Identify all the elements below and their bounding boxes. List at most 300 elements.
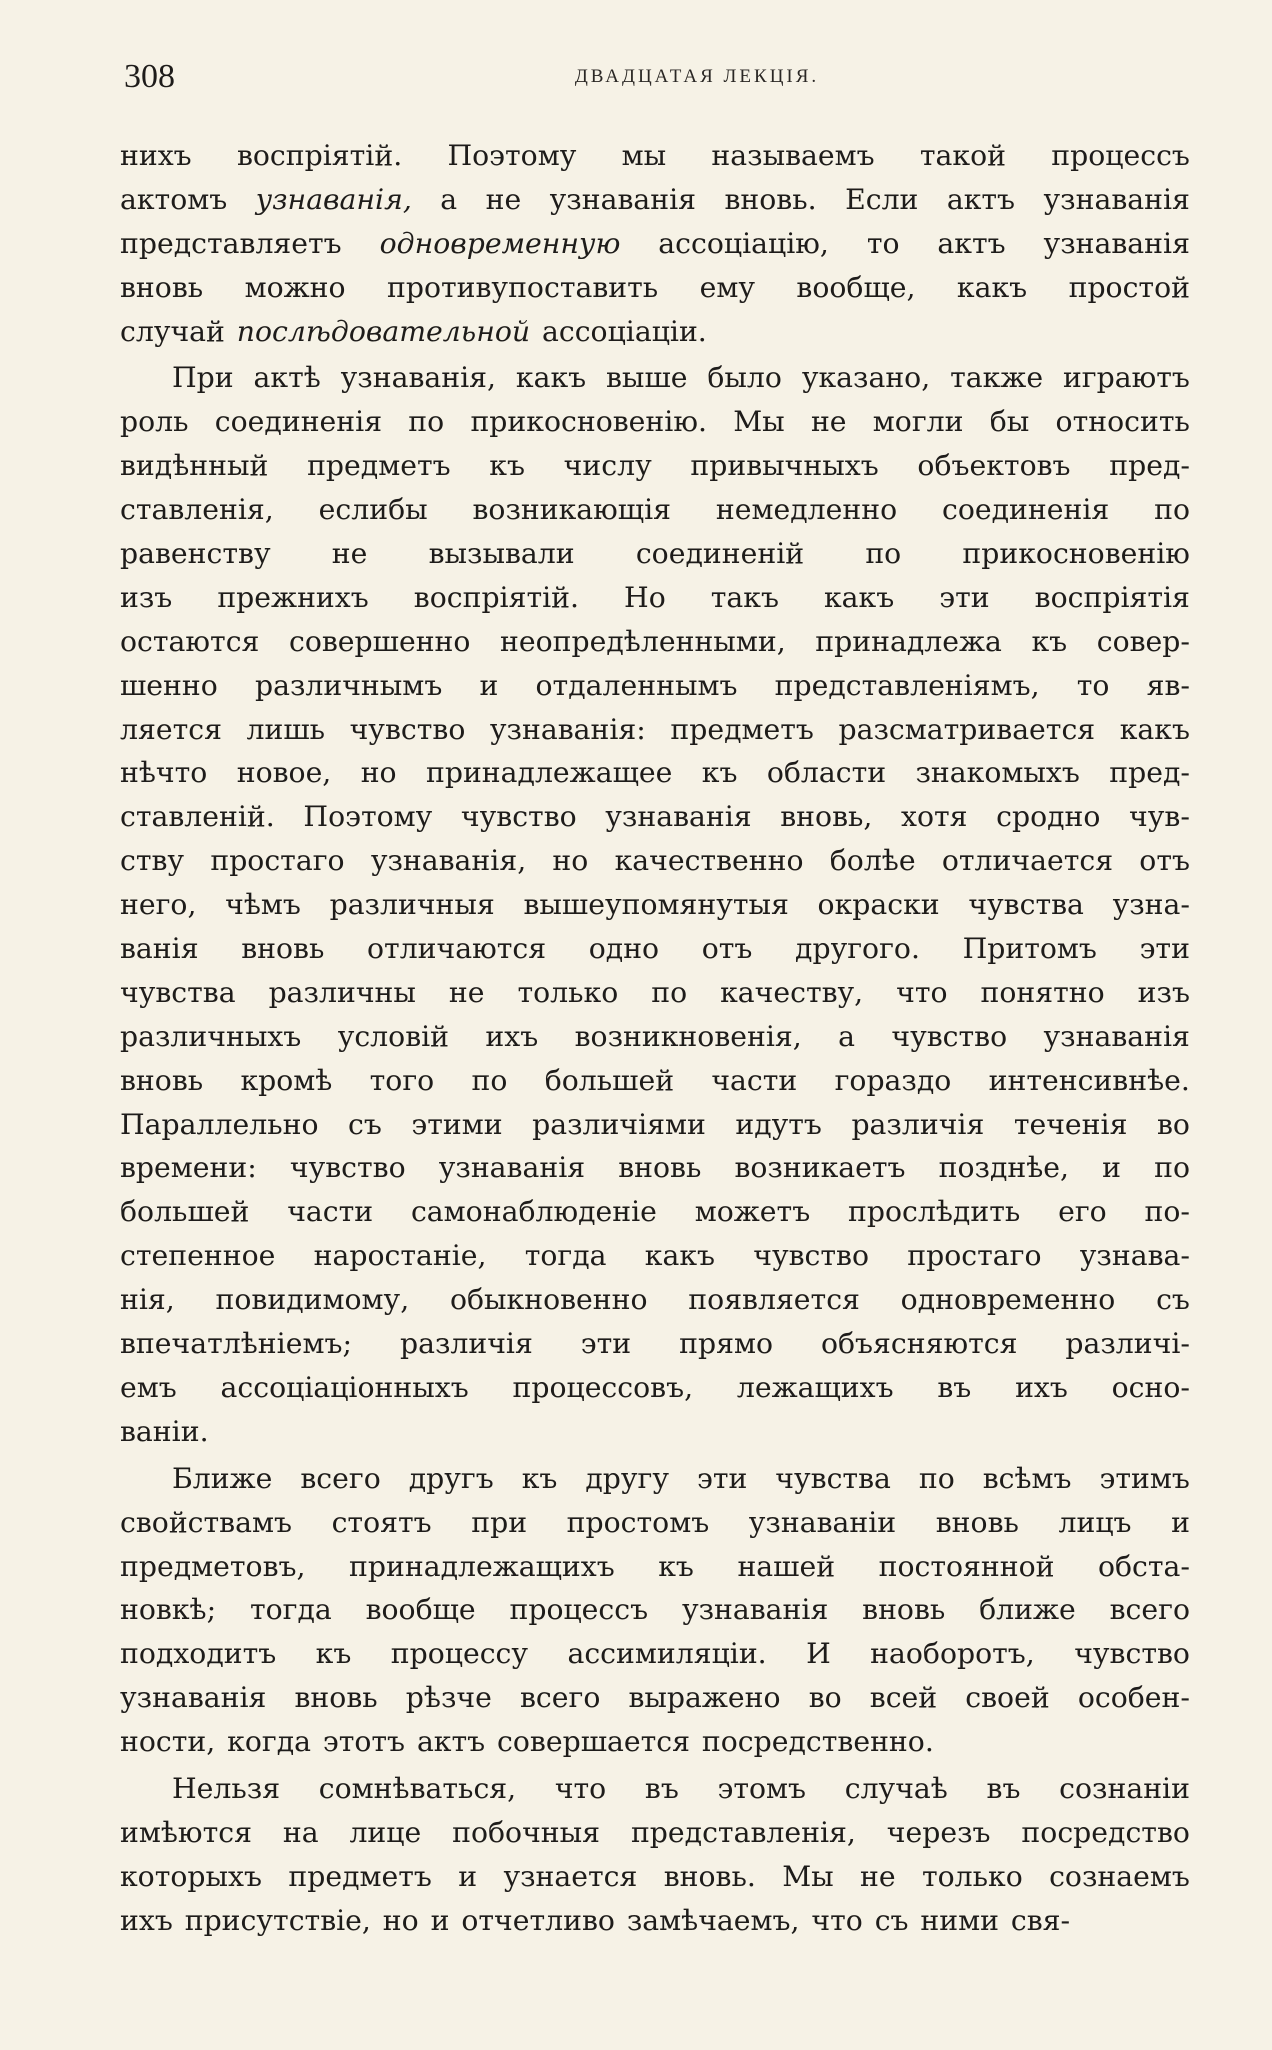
word: къ [521,1461,558,1495]
word: во [1156,1107,1190,1141]
word: что [896,975,948,1009]
word: ними [920,1903,1000,1937]
text-line [120,1545,1190,1589]
word: тогда [524,1239,607,1273]
word: можно [244,270,346,304]
text-line [120,1103,1190,1147]
word: лице [349,1815,422,1849]
word: вообще, [796,270,916,304]
word: различнымъ [254,668,443,702]
word: не [860,1859,896,1893]
word: разсматривается [838,712,1096,746]
word: только [517,975,619,1009]
word: предметъ [307,449,451,483]
word: Если [845,182,919,216]
word: прикосновенію [962,537,1190,571]
word: новое, [236,756,332,790]
text-line [120,1588,1190,1632]
word: къ [489,449,525,483]
word: но [360,756,397,790]
word: этотъ [322,1725,406,1759]
text-line [120,178,1190,222]
word: объясняются [820,1327,1018,1361]
word: одно [588,932,660,966]
paragraph [120,1457,1190,1764]
word: узнаванія [1043,182,1190,216]
word: соединенія [214,405,383,439]
word: по [471,1063,508,1097]
word: соединеній [635,537,805,571]
word: узна- [1112,888,1190,922]
word: эти [1139,932,1190,966]
word: нихъ [120,139,192,172]
word: ихъ [485,1019,539,1053]
word: простомъ [566,1505,710,1539]
word: эти [580,1327,632,1361]
word: всѣмъ [982,1461,1072,1495]
word: равенству [120,537,271,571]
word: вновь [862,1593,946,1627]
word: вновь [935,1505,1019,1539]
word: изъ [120,580,173,614]
word: степенное [120,1239,276,1273]
word: ему [699,270,756,304]
word: присутствіе, [184,1903,371,1937]
word: вновь [120,270,204,304]
word: прикосновенію. [470,405,707,439]
text-line [120,1190,1190,1234]
word: и [1102,1151,1121,1185]
word: представленія, [630,1815,856,1849]
text-line [120,222,1190,266]
word: вновь. [663,1859,756,1893]
word: всего [300,1461,381,1495]
text-line [120,1720,1190,1764]
word: ности, [120,1725,216,1759]
word: актъ [937,226,1006,260]
word: изъ [1137,975,1190,1009]
word: случаѣ [844,1771,948,1805]
word: въ [937,1370,972,1404]
word: понятно [980,975,1105,1009]
word: немедленно [715,493,898,527]
word: различныя [329,888,495,922]
word: теченія [1013,1107,1128,1141]
word: привычныхъ [690,449,879,483]
word: возникающія [472,493,672,527]
word: окраски [817,888,940,922]
word: по- [1144,1195,1190,1229]
word: идутъ [735,1107,822,1141]
word: большей [120,1195,250,1229]
running-head: ДВАДЦАТАЯ ЛЕКЦІЯ. [574,66,820,87]
word: узнается [503,1859,638,1893]
word: ставленія, [120,493,274,527]
word: принадлежащихъ [349,1549,615,1583]
word: возникаетъ [734,1151,906,1185]
text-line [120,1855,1190,1899]
word: позднѣе, [938,1151,1070,1185]
text-line [120,1278,1190,1322]
word: актъ [416,1725,486,1759]
word: воспріятія [1034,580,1190,614]
word: по [865,537,902,571]
word: посредство [1021,1815,1190,1849]
word: времени: [120,1151,257,1185]
word: выражено [628,1681,781,1715]
word: лежащихъ [736,1370,894,1404]
text-line [120,620,1190,664]
word: совершается [497,1725,690,1759]
word: большей [544,1063,675,1097]
word: какъ [824,580,895,614]
word: наоборотъ, [870,1637,1035,1671]
word: чувства [968,888,1084,922]
word: черезъ [886,1815,991,1849]
word: какъ [515,361,587,395]
word: узнаванія, [340,361,497,395]
word: одновременно [900,1283,1116,1317]
word: съ [348,1107,382,1141]
word: Мы [733,405,785,439]
word: въ [986,1771,1021,1805]
word: наростаніе, [313,1239,487,1273]
word: объектовъ [917,449,1071,483]
word: можетъ [694,1195,811,1229]
word: пред- [1109,449,1190,483]
word: отличается [941,844,1114,878]
page-header [124,52,1160,102]
word: какъ [1119,712,1190,746]
text-line [120,1632,1190,1676]
word: яв- [1146,668,1190,702]
text-line [120,310,1190,354]
word: При [172,361,234,395]
word: такъ [710,580,779,614]
word: къ [315,1637,352,1671]
word: то [866,226,900,260]
word: тогда [249,1593,332,1627]
word: по [1154,493,1190,527]
word: всего [519,1681,601,1715]
word: другу [585,1461,670,1495]
text-line [120,1410,1190,1454]
word: него, [120,888,197,922]
text-line [120,400,1190,444]
emphasized-word: послѣдовательной [236,314,531,348]
word: узнава- [1079,1239,1190,1273]
word: совер- [1096,624,1190,658]
word: хотя [901,800,968,834]
word: его [1058,1195,1107,1229]
word: и [458,1859,478,1893]
text-line [120,795,1190,839]
word: вновь [120,1063,204,1097]
word: въ [644,1771,679,1805]
word: всей [869,1681,938,1715]
word: не [810,405,847,439]
word: по [408,405,445,439]
word: различныхъ [120,1019,302,1053]
word: свя- [1010,1903,1071,1937]
word: ассоціаціи. [541,314,707,348]
word: лишь [246,712,326,746]
word: сознаніи [1059,1771,1190,1805]
word: выше [606,361,688,395]
word: соединенія [941,493,1110,527]
word: что [811,1903,863,1937]
word: нѣчто [120,756,208,790]
word: простой [1068,270,1190,304]
word: впечатлѣніемъ; [120,1327,353,1361]
word: и [1171,1505,1190,1539]
word: неопредѣленными, [500,624,786,658]
word: знакомыхъ [915,756,1080,790]
word: чув- [1129,800,1190,834]
word: только [921,1859,1023,1893]
word: процессу [390,1637,529,1671]
word: стоятъ [331,1505,432,1539]
word: къ [658,1549,694,1583]
text-line [120,1366,1190,1410]
text-line [120,883,1190,927]
word: качественно [614,844,804,878]
word: воспріятій. [236,139,403,172]
word: вновь [294,1681,378,1715]
word: части [711,1063,798,1097]
word: сродно [996,800,1101,834]
word: и [479,668,499,702]
word: ляется [120,712,222,746]
word: сознаемъ [1049,1859,1190,1893]
word: лицъ [1058,1505,1132,1539]
text-line [120,266,1190,310]
word: узнаванія: [489,712,646,746]
word: эти [696,1461,748,1495]
text-line [120,664,1190,708]
word: что [554,1771,607,1805]
text-line [120,1059,1190,1103]
word: И [806,1637,831,1671]
word: узнаванія [1043,226,1190,260]
word: подходитъ [120,1637,277,1671]
word: простаго [907,1239,1042,1273]
word: этимъ [1099,1461,1190,1495]
word: повидимому, [215,1283,410,1317]
word: процессъ [1051,139,1190,172]
body-text [120,134,1190,1943]
word: было [707,361,782,395]
word: къ [1031,624,1068,658]
word: отличаются [367,932,547,966]
word: Поэтому [303,800,433,834]
word: представленіямъ, [774,668,1040,702]
word: случай [120,314,225,348]
word: также [950,361,1044,395]
word: съ [874,1903,909,1937]
word: называемъ [711,139,875,172]
word: кромѣ [240,1063,333,1097]
word: области [766,756,887,790]
word: появляется [688,1283,860,1317]
word: другого. [795,932,920,966]
word: Нельзя [172,1771,281,1805]
word: узнаванія [120,1681,267,1715]
word: вызывали [428,537,575,571]
word: вновь, [780,800,873,834]
word: различія [851,1107,985,1141]
text-line [120,1457,1190,1501]
word: воспріятій. [413,580,580,614]
word: замѣчаемъ, [626,1903,800,1937]
word: узнаванія [605,800,752,834]
word: по [918,1461,955,1495]
word: бы [989,405,1030,439]
word: относить [1055,405,1190,439]
word: ваніи. [120,1414,209,1448]
text-line [120,576,1190,620]
word: противупоставить [386,270,659,304]
word: отдаленнымъ [535,668,738,702]
text-line [120,532,1190,576]
word: по [1154,1151,1190,1185]
word: имѣются [120,1815,252,1849]
word: нія, [120,1283,175,1317]
word: узнаваніи [748,1505,897,1539]
word: чувство [1074,1637,1190,1671]
word: предметъ [670,712,814,746]
word: чувство [460,800,577,834]
word: новкѣ; [120,1593,217,1627]
word: пред- [1109,756,1190,790]
word: чувство [891,1019,1008,1053]
word: узнаванія [549,182,697,216]
word: различны [268,975,416,1009]
word: и [430,1903,450,1937]
text-line [120,971,1190,1015]
emphasized-word: узнаванія, [255,182,412,216]
word: ставленій. [120,800,275,834]
word: рѣзче [405,1681,492,1715]
word: ближе [979,1593,1076,1627]
word: другъ [408,1461,494,1495]
word: возникновенія, [574,1019,802,1053]
word: играютъ [1062,361,1190,395]
word: Но [624,580,666,614]
word: то [1076,668,1110,702]
word: различія [399,1327,533,1361]
word: представляетъ [120,226,342,260]
word: постоянной [878,1549,1055,1583]
word: обыкновенно [449,1283,648,1317]
word: того [369,1063,435,1097]
word: которыхъ [120,1859,263,1893]
word: такой [919,139,1007,172]
word: когда [227,1725,311,1759]
text-line [120,356,1190,400]
text-line [120,1676,1190,1720]
word: къ [701,756,738,790]
word: а [440,182,458,216]
word: процессъ [509,1593,649,1627]
word: на [282,1815,319,1849]
word: ванія [120,932,199,966]
paragraph [120,1767,1190,1943]
word: но [382,1903,419,1937]
word: ихъ [120,1903,173,1937]
text-line [120,708,1190,752]
word: во [808,1681,842,1715]
word: роль [120,405,189,439]
text-line [120,839,1190,883]
word: ассоціаціонныхъ [220,1370,469,1404]
word: самонаблюденіе [410,1195,657,1229]
word: отъ [701,932,753,966]
word: условій [337,1019,450,1053]
word: вновь [618,1151,702,1185]
word: побочныя [452,1815,601,1849]
word: вообще [365,1593,476,1627]
text-line [120,1767,1190,1811]
word: еслибы [318,493,428,527]
text-line [120,1811,1190,1855]
word: не [448,975,485,1009]
word: Поэтому [447,139,577,172]
word: актъ [946,182,1016,216]
word: осно- [1111,1370,1190,1404]
text-line [120,1234,1190,1278]
word: всего [1109,1593,1190,1627]
word: различіями [532,1107,706,1141]
word: вышеупомянутыя [523,888,789,922]
word: чувство [753,1239,870,1273]
word: прямо [679,1327,773,1361]
word: вновь [241,932,325,966]
word: узнаванія [1043,1019,1190,1053]
word: Мы [782,1859,834,1893]
word: Притомъ [962,932,1097,966]
word: не [485,182,522,216]
word: указано, [801,361,931,395]
word: свойствамъ [120,1505,292,1539]
word: простаго [210,844,345,878]
word: прослѣдить [848,1195,1021,1229]
word: отчетливо [461,1903,615,1937]
word: интенсивнѣе. [988,1063,1190,1097]
word: узнаванія [438,1151,586,1185]
word: этими [411,1107,503,1141]
word: ассоціацію, [658,226,829,260]
word: гораздо [834,1063,952,1097]
word: по [651,975,688,1009]
word: предметовъ, [120,1549,306,1583]
text-line [120,927,1190,971]
text-line [120,134,1190,178]
word: Ближе [172,1461,273,1495]
text-line [120,1322,1190,1366]
word: узнаванія [681,1593,829,1627]
text-line [120,488,1190,532]
word: емъ [120,1370,177,1404]
word: шенно [120,668,218,702]
word: различі- [1065,1327,1190,1361]
word: а [838,1019,856,1053]
word: болѣе [829,844,916,878]
text-line [120,751,1190,795]
word: актѣ [253,361,321,395]
word: видѣнный [120,449,269,483]
word: совершенно [288,624,471,658]
